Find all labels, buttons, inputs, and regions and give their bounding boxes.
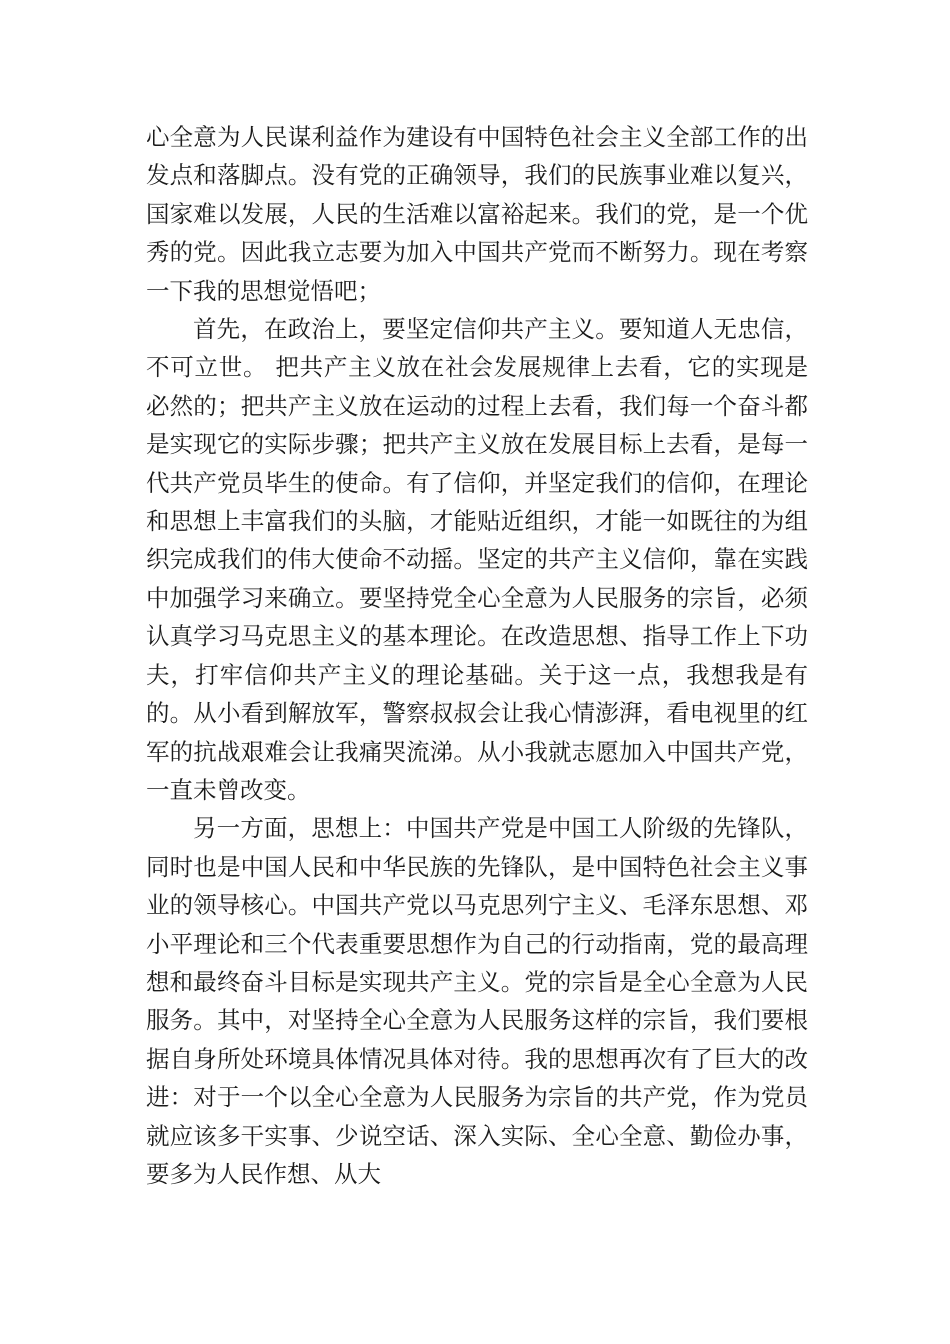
paragraph-political: 首先，在政治上，要坚定信仰共产主义。要知道人无忠信，不可立世。 把共产主义放在社会发展规律上去看，它的实现是必然的；把共产主义放在运动的过程上去看，我们每一个奋斗都是实现它的实际步骤；把共产主义放在发展目标上去看，是每一代共产党员毕生的使命。有了信仰，并坚定我们的信仰，在理论和思想上丰富我们的头脑，才能贴近组织，才能一如既往的为组织完成我们的伟大使命不动摇。坚定的共产主义信仰，靠在实践中加强学习来确立。要坚持党全心全意为人民服务的宗旨，必须认真学习马克思主义的基本理论。在改造思想、指导工作上下功夫，打牢信仰共产主义的理论基础。关于这一点，我想我是有的。从小看到解放军，警察叔叔会让我心情澎湃，看电视里的红军的抗战艰难会让我痛哭流涕。从小我就志愿加入中国共产党，一直未曾改变。 <box>146 315 808 804</box>
paragraph-ideological: 另一方面，思想上：中国共产党是中国工人阶级的先锋队，同时也是中国人民和中华民族的先锋队，是中国特色社会主义事业的领导核心。中国共产党以马克思列宁主义、毛泽东思想、邓小平理论和三个代表重要思想作为自己的行动指南，党的最高理想和最终奋斗目标是实现共产主义。党的宗旨是全心全意为人民服务。其中，对坚持全心全意为人民服务这样的宗旨，我们要根据自身所处环境具体情况具体对待。我的思想再次有了巨大的改进：对于一个以全心全意为人民服务为宗旨的共产党，作为党员就应该多干实事、少说空话、深入实际、全心全意、勤俭办事，要多为人民作想、从大 <box>146 814 808 1188</box>
paragraph-continuation: 心全意为人民谋利益作为建设有中国特色社会主义全部工作的出发点和落脚点。没有党的正确领导，我们的民族事业难以复兴，国家难以发展，人民的生活难以富裕起来。我们的党，是一个优秀的党。因此我立志要为加入中国共产党而不断努力。现在考察一下我的思想觉悟吧； <box>146 123 808 305</box>
body-text <box>146 118 808 1193</box>
